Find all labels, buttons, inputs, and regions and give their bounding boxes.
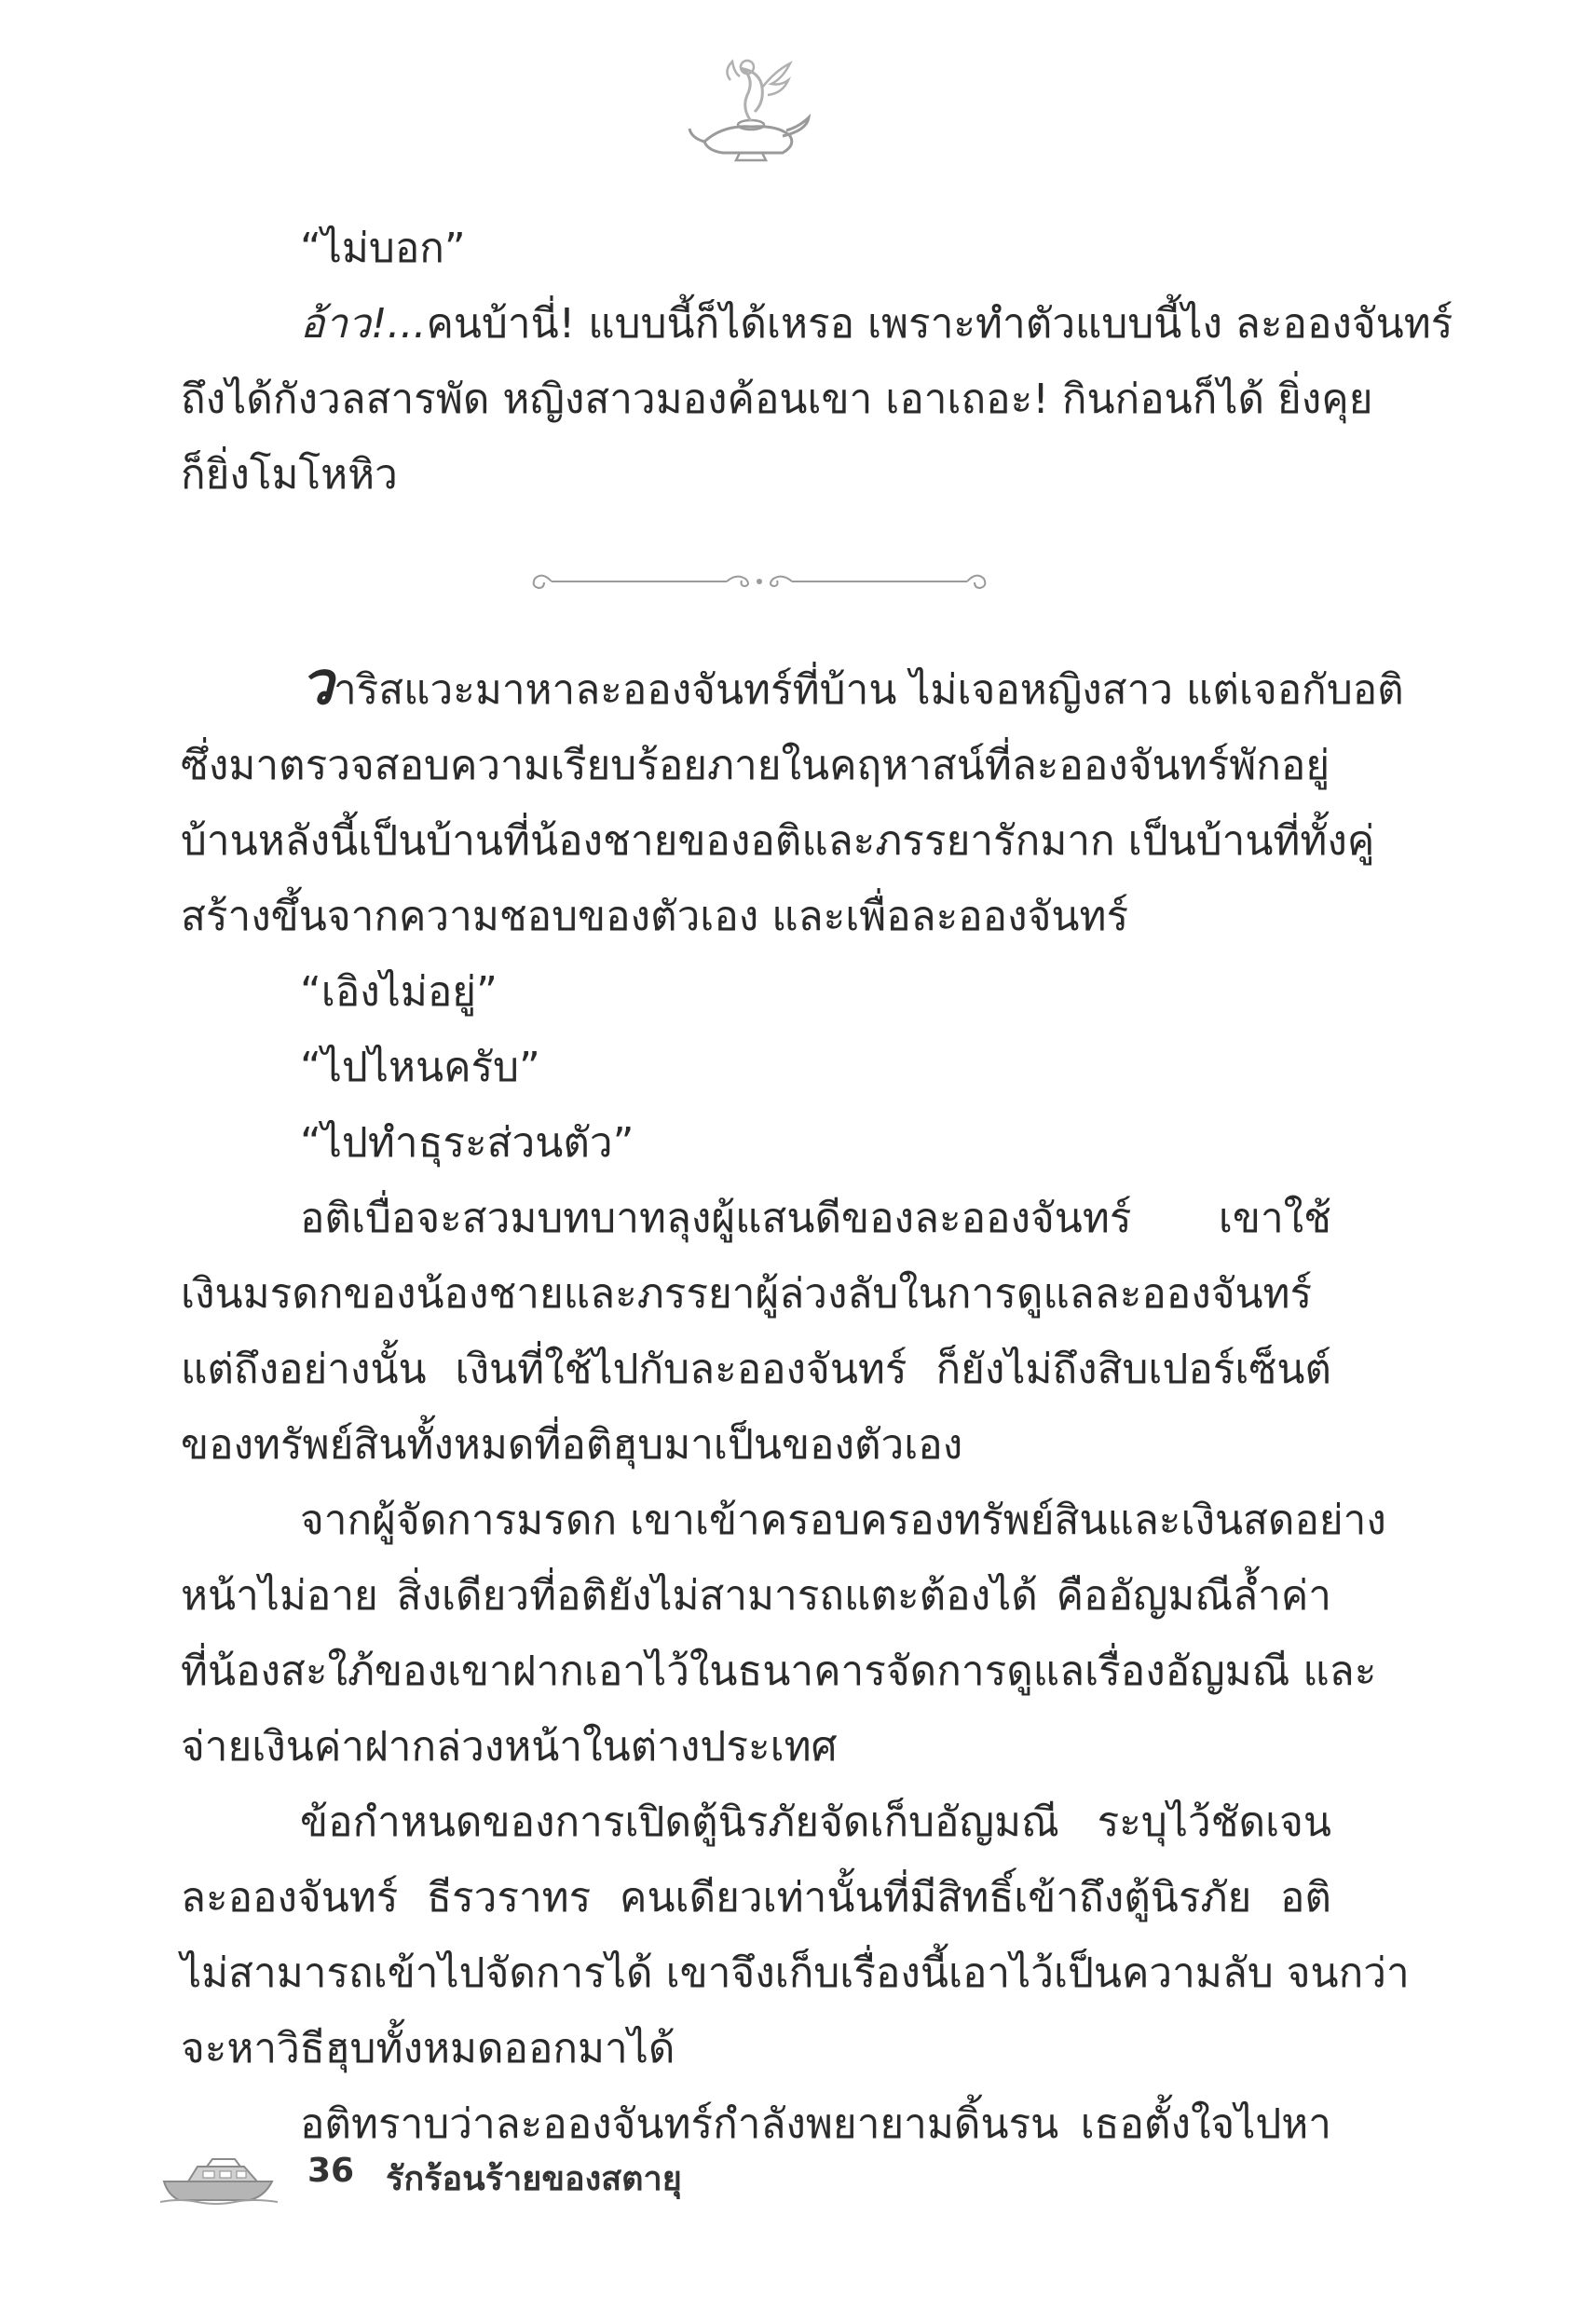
paragraph-line-rest: าริสแวะมาหาละอองจันทร์ที่บ้าน ไม่เจอหญิงสาว แต่เจอกับอติ — [333, 666, 1404, 714]
paragraph-line: สร้างขึ้นจากความชอบของตัวเอง และเพื่อละอองจันทร์ — [181, 893, 1129, 940]
dropcap-letter: ว — [300, 650, 334, 718]
paragraph-line: ข้อกำหนดของการเปิดตู้นิรภัยจัดเก็บอัญมณี ระบุไว้ชัดเจน — [300, 1798, 1331, 1846]
text-section-top — [181, 211, 1453, 513]
paragraph-line: หน้าไม่อาย สิ่งเดียวที่อติยังไม่สามารถแตะต้องได้ คืออัญมณีล้ำค่า — [181, 1572, 1331, 1620]
dialogue-line: “เอิงไม่อยู่” — [300, 968, 498, 1016]
paragraph-line: จ่ายเงินค่าฝากล่วงหน้าในต่างประเทศ — [181, 1723, 838, 1771]
paragraph-line: เงินมรดกของน้องชายและภรรยาผู้ล่วงลับในการดูแลละอองจันทร์ — [181, 1270, 1313, 1318]
paragraph-line — [181, 286, 1453, 362]
dialogue-line: “ไปทำธุระส่วนตัว” — [300, 1119, 634, 1167]
paragraph-line: อติทราบว่าละอองจันทร์กำลังพยายามดิ้นรน เธอตั้งใจไปหา — [300, 2100, 1331, 2148]
boat-icon — [160, 2154, 283, 2206]
paragraph-line: ละอองจันทร์ ธีรวราทร คนเดียวเท่านั้นที่มีสิทธิ์เข้าถึงตู้นิรภัย อติ — [181, 1874, 1331, 1921]
divider-ornament-icon — [522, 566, 997, 597]
paragraph-first-line — [181, 650, 1404, 728]
paragraph-line: อติเบื่อจะสวมบทบาทลุงผู้แสนดีของละอองจันทร์ เขาใช้ — [300, 1195, 1331, 1242]
paragraph-line: บ้านหลังนี้เป็นบ้านที่น้องชายของอติและภรรยารักมาก เป็นบ้านที่ทั้งคู่ — [181, 817, 1375, 865]
paragraph-line: ก็ยิ่งโมโหหิว — [181, 451, 398, 499]
italic-exclamation: อ้าว!... — [300, 300, 427, 348]
paragraph-line: จะหาวิธีฮุบทั้งหมดออกมาได้ — [181, 2025, 675, 2072]
paragraph-line: แต่ถึงอย่างนั้น เงินที่ใช้ไปกับละอองจันทร์ ก็ยังไม่ถึงสิบเปอร์เซ็นต์ — [181, 1346, 1331, 1393]
text-section-main — [181, 650, 1410, 2162]
dialogue-line: “ไม่บอก” — [300, 225, 466, 272]
paragraph-line: ที่น้องสะใภ้ของเขาฝากเอาไว้ในธนาคารจัดการดูแลเรื่องอัญมณี และ — [181, 1648, 1377, 1695]
paragraph-line: ไม่สามารถเข้าไปจัดการได้ เขาจึงเก็บเรื่องนี้เอาไว้เป็นความลับ จนกว่า — [181, 1949, 1410, 1997]
page-footer — [160, 2148, 812, 2213]
dialogue-line: “ไปไหนครับ” — [300, 1044, 540, 1091]
lamp-ornament-icon — [686, 52, 816, 164]
paragraph-line: จากผู้จัดการมรดก เขาเข้าครอบครองทรัพย์สินและเงินสดอย่าง — [300, 1497, 1386, 1544]
paragraph-line-rest: คนบ้านี่! แบบนี้ก็ได้เหรอ เพราะทำตัวแบบนี้ไง ละอองจันทร์ — [426, 300, 1453, 348]
paragraph-line: ของทรัพย์สินทั้งหมดที่อติฮุบมาเป็นของตัวเอง — [181, 1421, 963, 1469]
page-number: 36 — [307, 2152, 355, 2190]
paragraph-line: ซึ่งมาตรวจสอบความเรียบร้อยภายในคฤหาสน์ที่ละอองจันทร์พักอยู่ — [181, 742, 1330, 789]
paragraph-line: ถึงได้กังวลสารพัด หญิงสาวมองค้อนเขา เอาเถอะ! กินก่อนก็ได้ ยิ่งคุย — [181, 376, 1373, 423]
book-title: รักร้อนร้ายของสตายุ — [386, 2160, 682, 2198]
